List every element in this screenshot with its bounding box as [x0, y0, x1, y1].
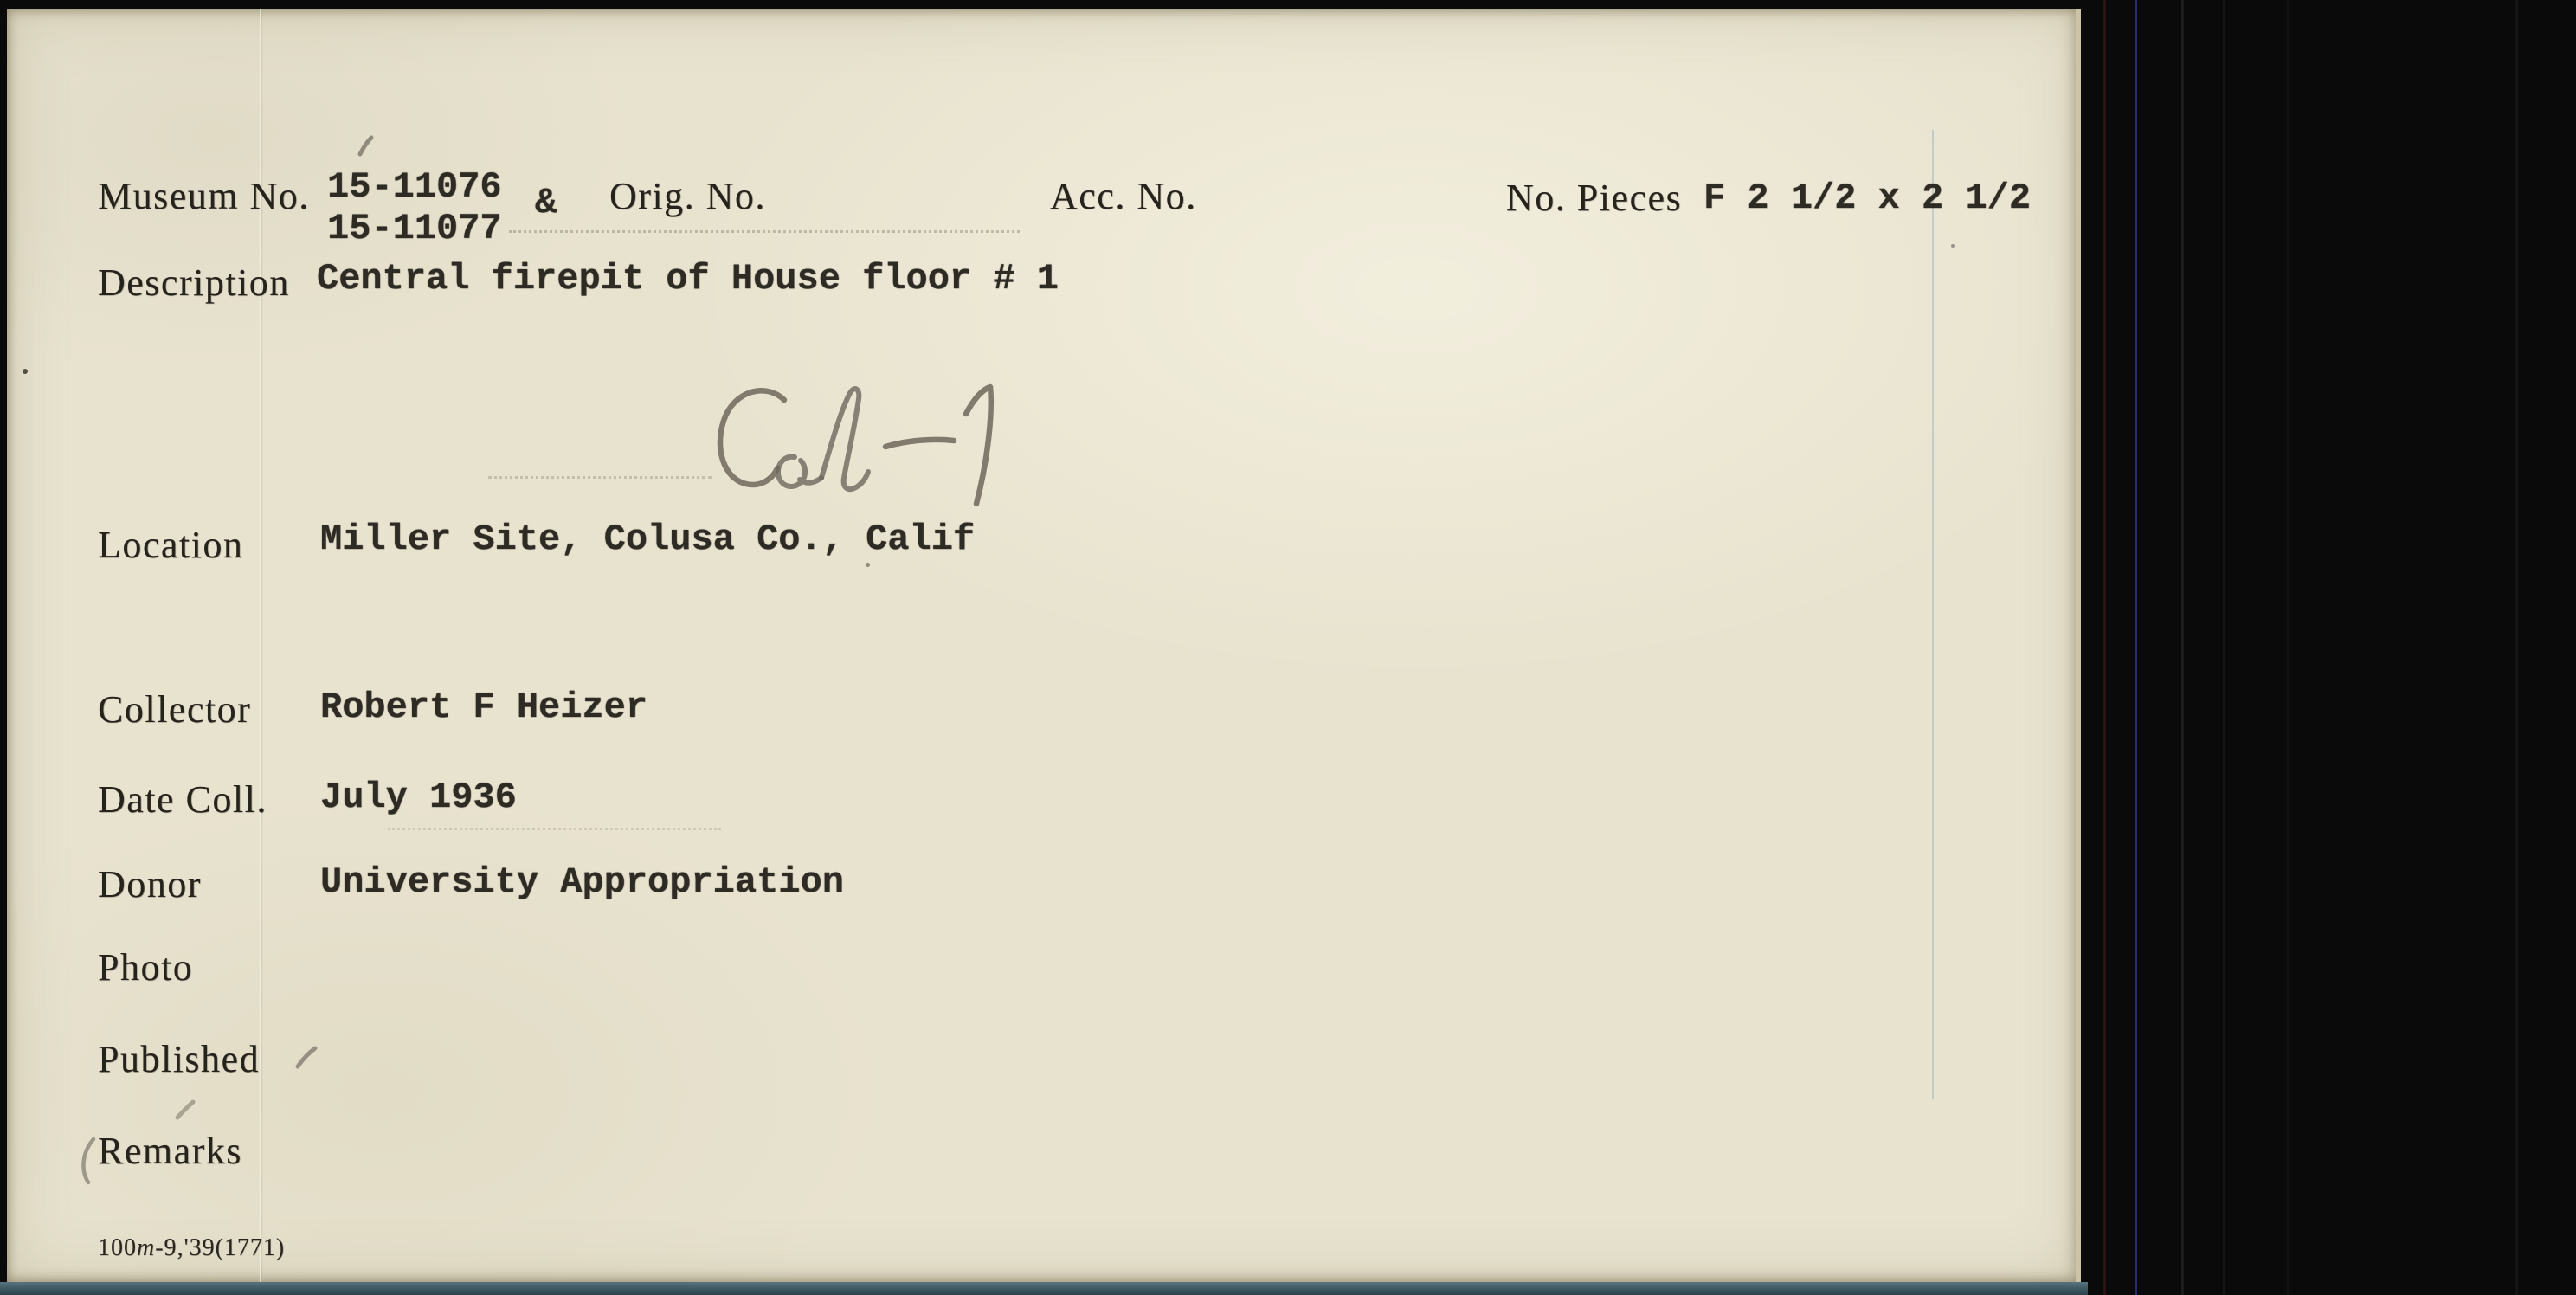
print-code-part3: -9,'39(1771) — [155, 1234, 286, 1261]
donor-label: Donor — [98, 863, 202, 905]
museum-no-value-line2: 15-11077 — [327, 208, 502, 249]
donor-value: University Appropriation — [320, 861, 844, 903]
catalog-card — [7, 9, 2081, 1283]
collector-label: Collector — [98, 688, 252, 731]
pencil-slash-mid — [177, 1102, 193, 1118]
film-streak-blue — [2135, 0, 2137, 1295]
ampersand: & — [535, 182, 557, 223]
description-label: Description — [98, 261, 290, 304]
no-pieces-value: F 2 1/2 x 2 1/2 — [1703, 177, 2032, 219]
no-pieces-label: No. Pieces — [1506, 177, 1683, 219]
published-label: Published — [98, 1038, 261, 1080]
museum-no-label: Museum No. — [98, 175, 310, 217]
museum-no-value-line1: 15-11076 — [327, 166, 502, 208]
acc-no-label: Acc. No. — [1050, 175, 1197, 217]
print-code-part2: m — [137, 1234, 156, 1261]
pencil-paren-remarks — [83, 1139, 93, 1182]
film-streak-gray-1 — [2181, 0, 2184, 1295]
remarks-label: Remarks — [98, 1130, 242, 1172]
film-streak-gray-3 — [2287, 0, 2289, 1295]
location-value: Miller Site, Colusa Co., Calif — [320, 519, 976, 560]
card-right-edge-shadow — [2076, 9, 2081, 1283]
bottom-film-strip — [0, 1282, 2088, 1295]
location-label: Location — [98, 524, 244, 566]
orig-no-label: Orig. No. — [609, 175, 766, 217]
collector-value: Robert F Heizer — [320, 686, 648, 728]
date-coll-value: July 1936 — [320, 776, 517, 818]
date-coll-label: Date Coll. — [98, 778, 267, 821]
description-value: Central firepit of House floor # 1 — [317, 258, 1059, 300]
stray-pencil-marks — [7, 9, 2081, 1283]
film-streak-gray-2 — [2223, 0, 2225, 1295]
ink-speck-left — [23, 369, 28, 374]
ink-speck-right — [1951, 244, 1955, 248]
print-code-part1: 100 — [98, 1234, 137, 1261]
film-streak-red — [2103, 0, 2106, 1295]
photo-label: Photo — [98, 946, 194, 989]
pencil-slash-published — [298, 1048, 315, 1066]
ink-speck-calif — [866, 563, 870, 567]
pencil-tick-mark — [360, 138, 371, 154]
film-streak-gray-4 — [2515, 0, 2518, 1295]
print-code — [98, 1236, 285, 1260]
